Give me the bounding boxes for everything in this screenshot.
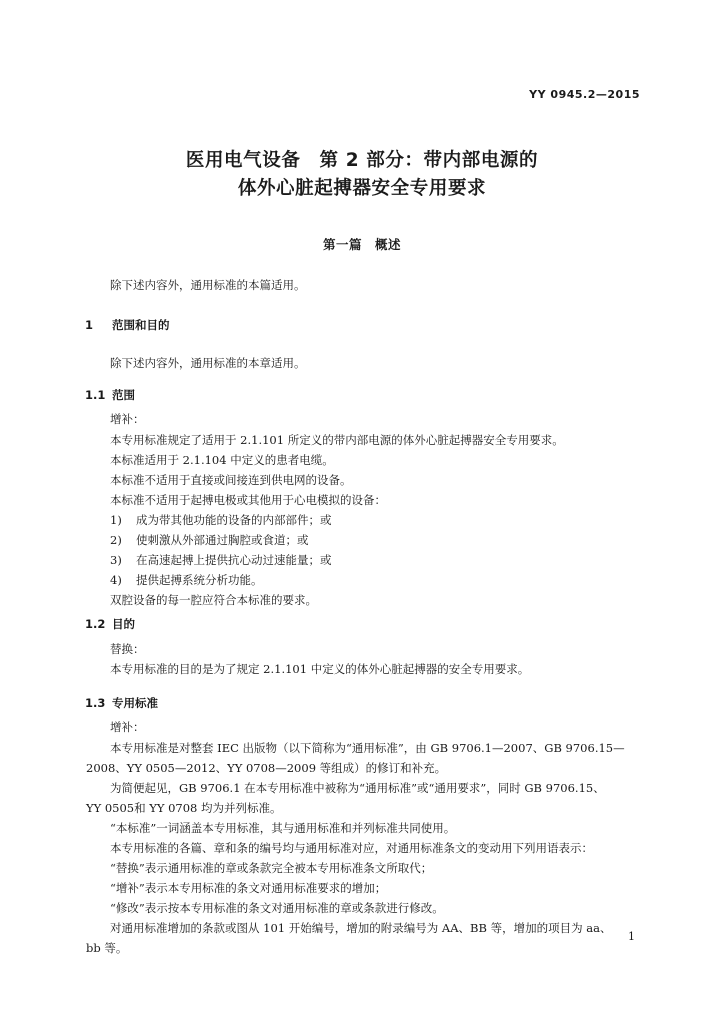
list-item	[110, 512, 332, 528]
section-1-heading	[85, 317, 170, 333]
paragraph-line: 2008、YY 0505—2012、YY 0708—2009 等组成）的修订和补充。	[86, 761, 447, 775]
list-item-number: 2)	[110, 533, 122, 547]
scope-closing: 双腔设备的每一腔应符合本标准的要求。	[110, 593, 317, 607]
paragraph-line: 对通用标准增加的条款或图从 101 开始编号，增加的附录编号为 AA、BB 等，增加的项目为 aa、	[110, 921, 612, 935]
scope-line: 本专用标准规定了适用于 2.1.101 所定义的带内部电源的体外心脏起搏器安全专用要求。	[110, 433, 564, 447]
list-item	[110, 532, 309, 548]
paragraph-line: 为简便起见，GB 9706.1 在本专用标准中被称为“通用标准”或“通用要求”，同时 GB 9706.15、	[110, 781, 605, 795]
paragraph-line: 本专用标准的各篇、章和条的编号均与通用标准对应，对通用标准条文的变动用下列用语表示：	[110, 841, 593, 855]
part-intro: 除下述内容外，通用标准的本篇适用。	[110, 278, 306, 292]
list-item-text: 在高速起搏上提供抗心动过速能量；或	[136, 553, 332, 567]
section-1-2-heading	[85, 616, 135, 632]
paragraph-line: YY 0505和 YY 0708 均为并列标准。	[86, 801, 282, 815]
page-number: 1	[628, 930, 635, 943]
list-item-number: 1)	[110, 513, 122, 527]
section-title: 目的	[112, 617, 135, 631]
standard-number: YY 0945.2—2015	[529, 88, 640, 101]
section-1-3-label: 增补：	[110, 720, 145, 734]
section-1-1-label: 增补：	[110, 412, 145, 426]
list-item	[110, 552, 332, 568]
section-title: 范围和目的	[112, 318, 170, 332]
section-title: 专用标准	[112, 696, 158, 710]
section-1-2-text: 本专用标准的目的是为了规定 2.1.101 中定义的体外心脏起搏器的安全专用要求。	[110, 662, 530, 676]
section-1-1-heading	[85, 387, 135, 403]
list-item-number: 3)	[110, 553, 122, 567]
paragraph-line: “修改”表示按本专用标准的条文对通用标准的章或条款进行修改。	[110, 901, 444, 915]
section-1-2-label: 替换：	[110, 642, 145, 656]
scope-line: 本标准不适用于直接或间接连到供电网的设备。	[110, 473, 352, 487]
section-title: 范围	[112, 388, 135, 402]
paragraph-line: bb 等。	[86, 941, 128, 955]
list-item-text: 成为带其他功能的设备的内部部件；或	[136, 513, 332, 527]
section-number: 1	[85, 318, 94, 332]
section-number: 1.1	[85, 388, 106, 402]
part-title: 第一篇 概述	[322, 237, 401, 252]
section-1-3-heading	[85, 695, 158, 711]
document-title-line-2: 体外心脏起搏器安全专用要求	[237, 178, 487, 199]
paragraph-line: “增补”表示本专用标准的条文对通用标准要求的增加；	[110, 881, 387, 895]
scope-line: 本标准适用于 2.1.104 中定义的患者电缆。	[110, 453, 334, 467]
scope-line: 本标准不适用于起搏电极或其他用于心电模拟的设备：	[110, 493, 386, 507]
section-1-intro: 除下述内容外，通用标准的本章适用。	[110, 356, 306, 370]
list-item	[110, 572, 263, 588]
paragraph-line: “替换”表示通用标准的章或条款完全被本专用标准条文所取代；	[110, 861, 433, 875]
section-number: 1.3	[85, 696, 106, 710]
document-title-line-1: 医用电气设备 第 2 部分：带内部电源的	[185, 150, 539, 171]
list-item-number: 4)	[110, 573, 122, 587]
list-item-text: 提供起搏系统分析功能。	[136, 573, 263, 587]
paragraph-line: 本专用标准是对整套 IEC 出版物（以下简称为“通用标准”，由 GB 9706.1—2007、GB 9706.15—	[110, 741, 625, 755]
section-number: 1.2	[85, 617, 106, 631]
paragraph-line: “本标准”一词涵盖本专用标准，其与通用标准和并列标准共同使用。	[110, 821, 456, 835]
list-item-text: 使刺激从外部通过胸腔或食道；或	[136, 533, 309, 547]
